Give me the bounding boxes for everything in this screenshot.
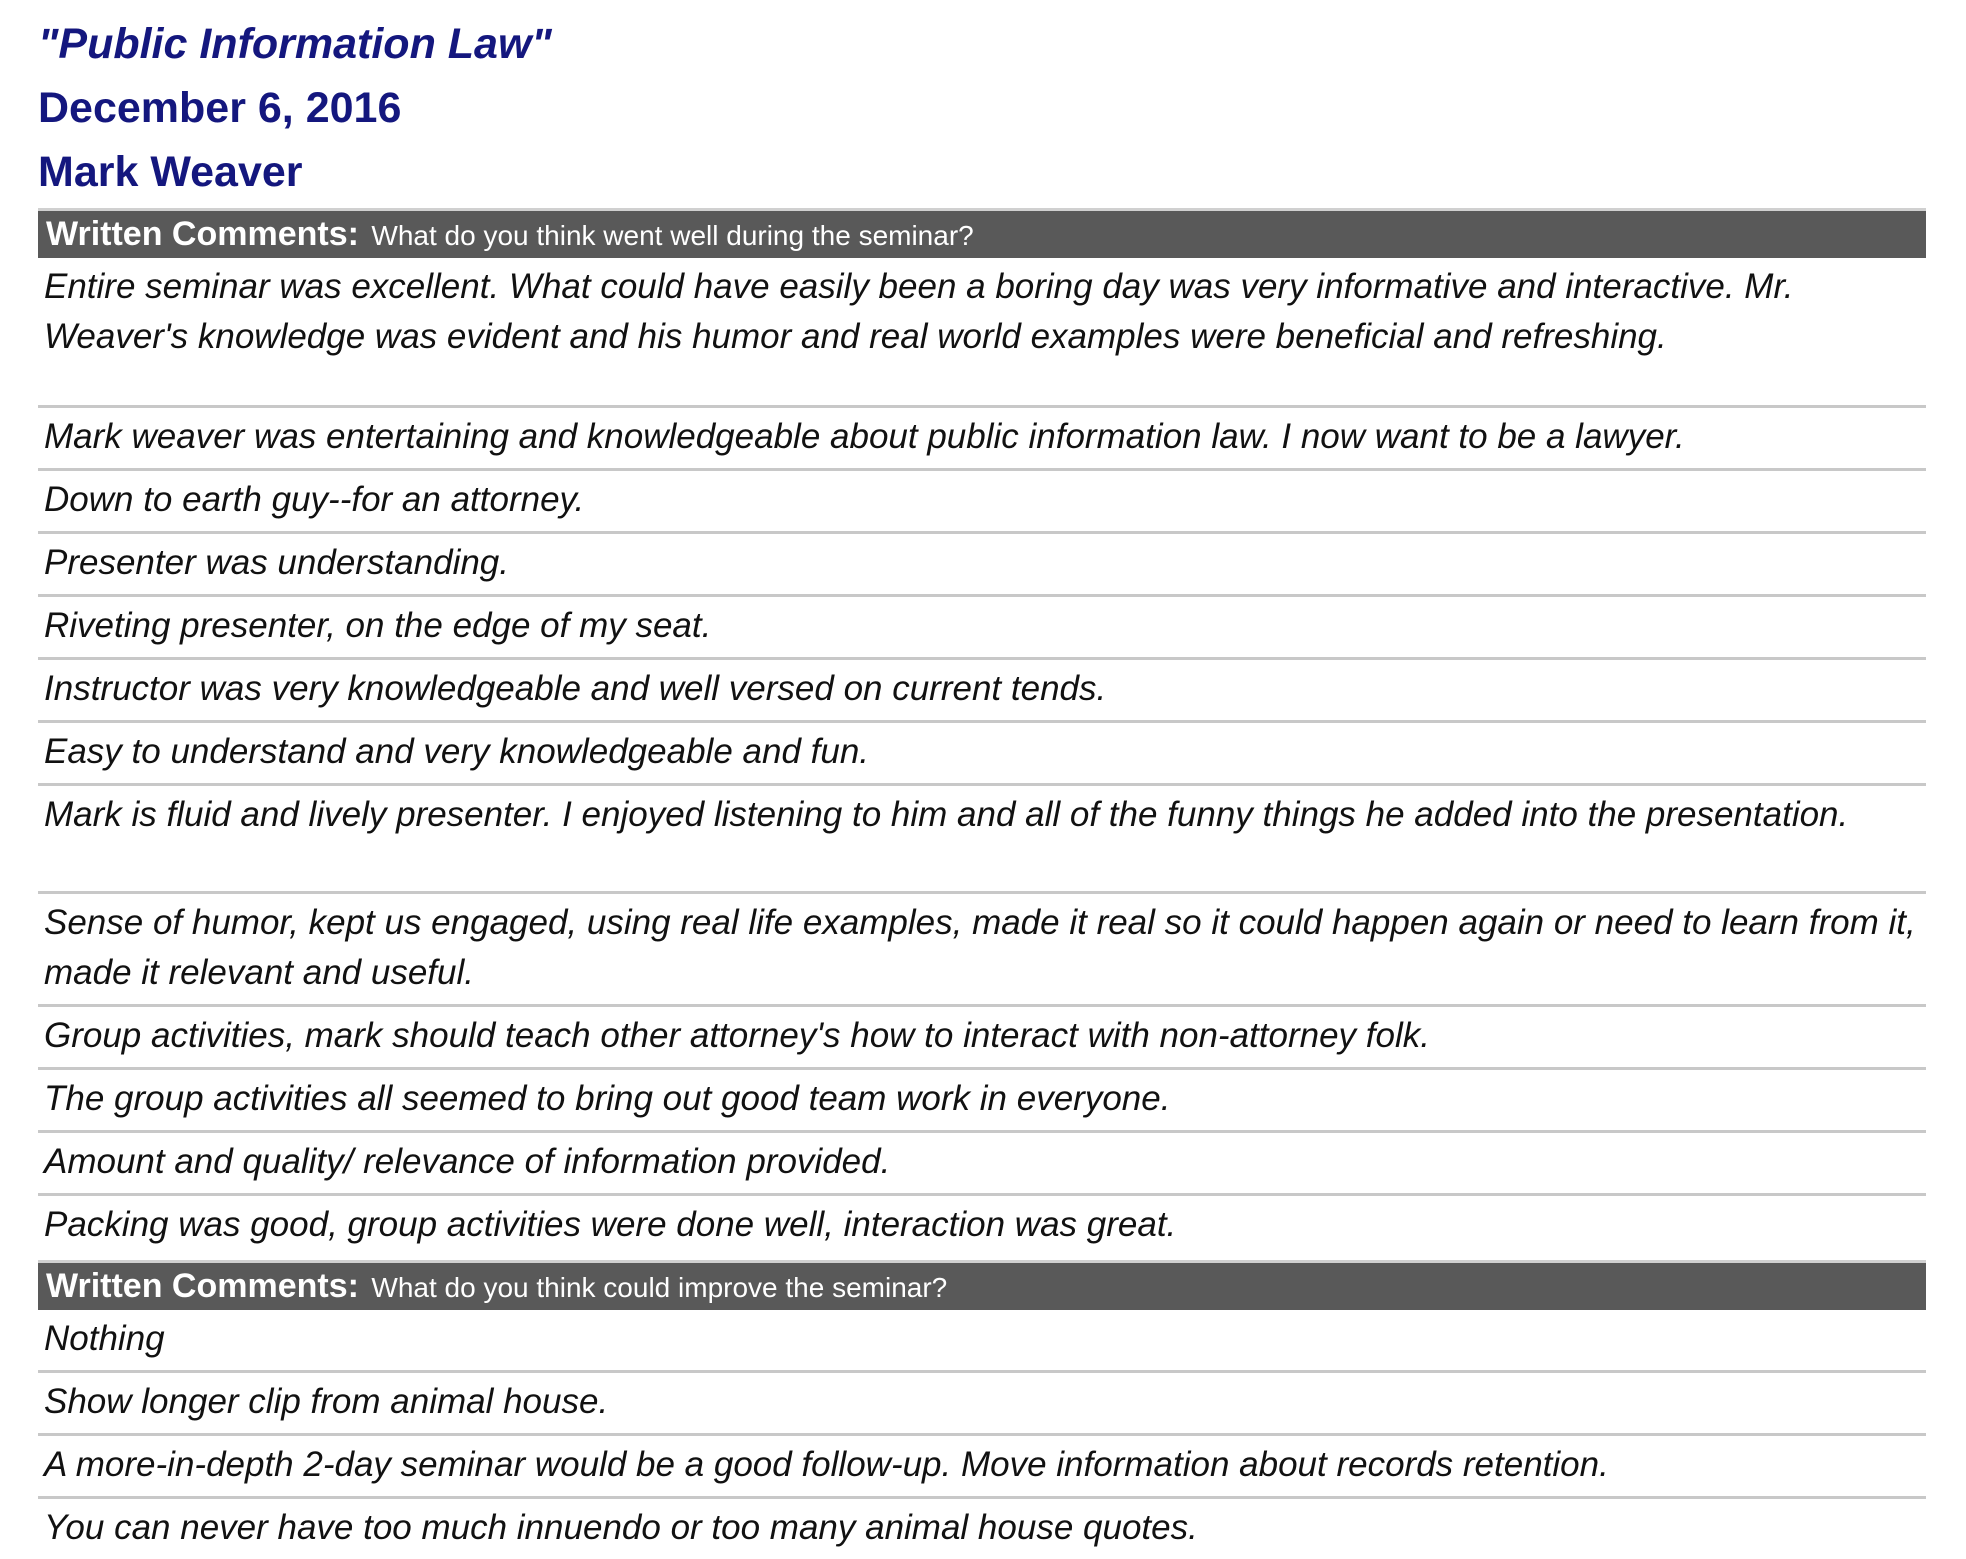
seminar-date: December 6, 2016 xyxy=(38,84,402,132)
comment-item: You can never have too much innuendo or too many animal house quotes. xyxy=(44,1508,1198,1547)
comment-item: Show longer clip from animal house. xyxy=(38,1373,1926,1436)
comment-item: Amount and quality/ relevance of information provided. xyxy=(38,1133,1926,1196)
comment-item: Group activities, mark should teach other attorney's how to interact with non-attorney folk. xyxy=(38,1007,1926,1070)
comment-list-went-well xyxy=(38,258,1926,1256)
section-question: What do you think went well during the seminar? xyxy=(371,220,974,251)
comment-item: Down to earth guy--for an attorney. xyxy=(38,471,1926,534)
section-header-went-well xyxy=(38,208,1926,258)
comment-item: Sense of humor, kept us engaged, using real life examples, made it real so it could happen again or need to learn from it, made it relevant and useful. xyxy=(38,894,1926,1007)
section-question: What do you think could improve the seminar? xyxy=(371,1272,948,1303)
comment-item: Nothing xyxy=(38,1310,1926,1373)
comment-item: Riveting presenter, on the edge of my seat. xyxy=(38,597,1926,660)
evaluation-page xyxy=(38,12,1926,1559)
comment-item: Mark is fluid and lively presenter. I enjoyed listening to him and all of the funny things he added into the presentation. xyxy=(38,786,1926,894)
section-header-improve xyxy=(38,1260,1926,1310)
comment-item: Entire seminar was excellent. What could have easily been a boring day was very informative and interactive. Mr. Weaver's knowledge was evident and his humor and real world examples were beneficial and refreshing. xyxy=(38,258,1926,408)
comment-item: Instructor was very knowledgeable and well versed on current tends. xyxy=(38,660,1926,723)
comment-item: Presenter was understanding. xyxy=(38,534,1926,597)
comment-item: Packing was good, group activities were done well, interaction was great. xyxy=(44,1205,1177,1244)
comment-item: A more-in-depth 2-day seminar would be a good follow-up. Move information about records retention. xyxy=(38,1436,1926,1499)
section-label: Written Comments: xyxy=(46,1267,359,1305)
comment-item: The group activities all seemed to bring out good team work in everyone. xyxy=(38,1070,1926,1133)
presenter-name: Mark Weaver xyxy=(38,148,303,196)
seminar-title: "Public Information Law" xyxy=(38,20,552,68)
comment-list-improve xyxy=(38,1310,1926,1559)
section-label: Written Comments: xyxy=(46,215,359,253)
comment-item: Mark weaver was entertaining and knowledgeable about public information law. I now want to be a lawyer. xyxy=(38,408,1926,471)
comment-item: Easy to understand and very knowledgeable and fun. xyxy=(38,723,1926,786)
